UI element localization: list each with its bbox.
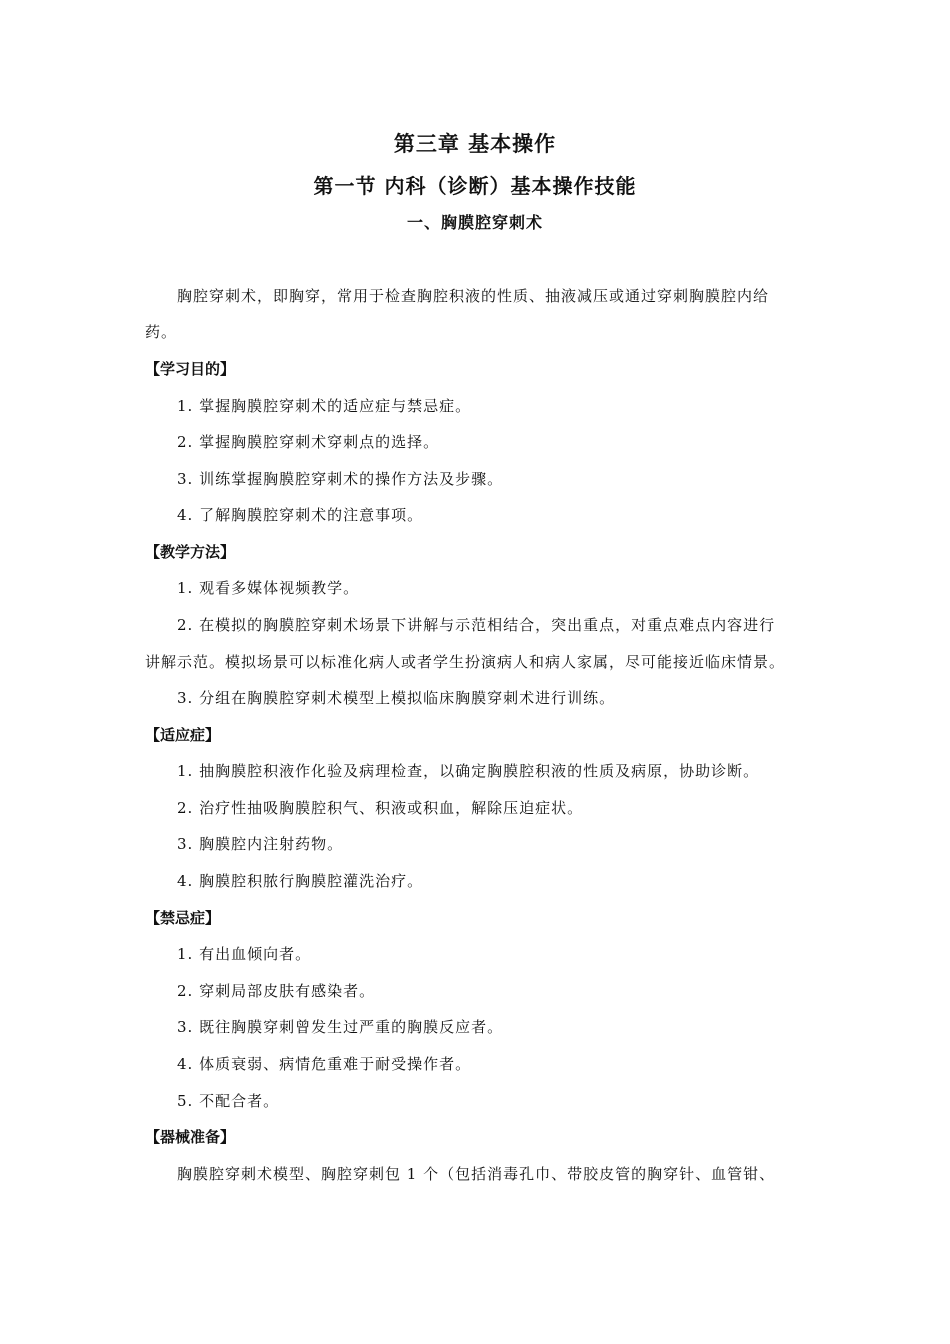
method-item-continuation: 讲解示范。模拟场景可以标准化病人或者学生扮演病人和病人家属，尽可能接近临床情景。 bbox=[145, 653, 786, 671]
contraindication-item: 2. 穿刺局部皮肤有感染者。 bbox=[177, 982, 376, 1000]
topic-title: 一、胸膜腔穿刺术 bbox=[406, 213, 543, 232]
contraindications-heading: 【禁忌症】 bbox=[145, 909, 221, 927]
indication-item: 2. 治疗性抽吸胸膜腔积气、积液或积血，解除压迫症状。 bbox=[177, 799, 584, 817]
objectives-heading: 【学习目的】 bbox=[145, 360, 236, 378]
intro-paragraph-line: 药。 bbox=[145, 323, 178, 341]
contraindication-item: 3. 既往胸膜穿刺曾发生过严重的胸膜反应者。 bbox=[177, 1018, 504, 1036]
method-item: 1. 观看多媒体视频教学。 bbox=[177, 579, 360, 597]
methods-heading: 【教学方法】 bbox=[145, 543, 236, 561]
equipment-heading: 【器械准备】 bbox=[145, 1128, 236, 1146]
objective-item: 4. 了解胸膜腔穿刺术的注意事项。 bbox=[177, 506, 424, 524]
chapter-title: 第三章 基本操作 bbox=[393, 132, 557, 156]
indication-item: 3. 胸膜腔内注射药物。 bbox=[177, 835, 344, 853]
contraindication-item: 1. 有出血倾向者。 bbox=[177, 945, 312, 963]
contraindication-item: 4. 体质衰弱、病情危重难于耐受操作者。 bbox=[177, 1055, 472, 1073]
section-title: 第一节 内科（诊断）基本操作技能 bbox=[313, 174, 637, 198]
contraindication-item: 5. 不配合者。 bbox=[177, 1092, 280, 1110]
indications-heading: 【适应症】 bbox=[145, 726, 221, 744]
objective-item: 1. 掌握胸膜腔穿刺术的适应症与禁忌症。 bbox=[177, 397, 472, 415]
method-item: 3. 分组在胸膜腔穿刺术模型上模拟临床胸膜穿刺术进行训练。 bbox=[177, 689, 616, 707]
method-item: 2. 在模拟的胸膜腔穿刺术场景下讲解与示范相结合，突出重点，对重点难点内容进行 bbox=[177, 616, 776, 634]
objective-item: 2. 掌握胸膜腔穿刺术穿刺点的选择。 bbox=[177, 433, 440, 451]
indication-item: 1. 抽胸膜腔积液作化验及病理检查，以确定胸膜腔积液的性质及病原，协助诊断。 bbox=[177, 762, 760, 780]
indication-item: 4. 胸膜腔积脓行胸膜腔灌洗治疗。 bbox=[177, 872, 424, 890]
intro-paragraph-line: 胸腔穿刺术，即胸穿，常用于检查胸腔积液的性质、抽液减压或通过穿刺胸膜腔内给 bbox=[177, 287, 770, 305]
equipment-paragraph-line: 胸膜腔穿刺术模型、胸腔穿刺包 1 个（包括消毒孔巾、带胶皮管的胸穿针、血管钳、 bbox=[177, 1165, 776, 1183]
objective-item: 3. 训练掌握胸膜腔穿刺术的操作方法及步骤。 bbox=[177, 470, 504, 488]
